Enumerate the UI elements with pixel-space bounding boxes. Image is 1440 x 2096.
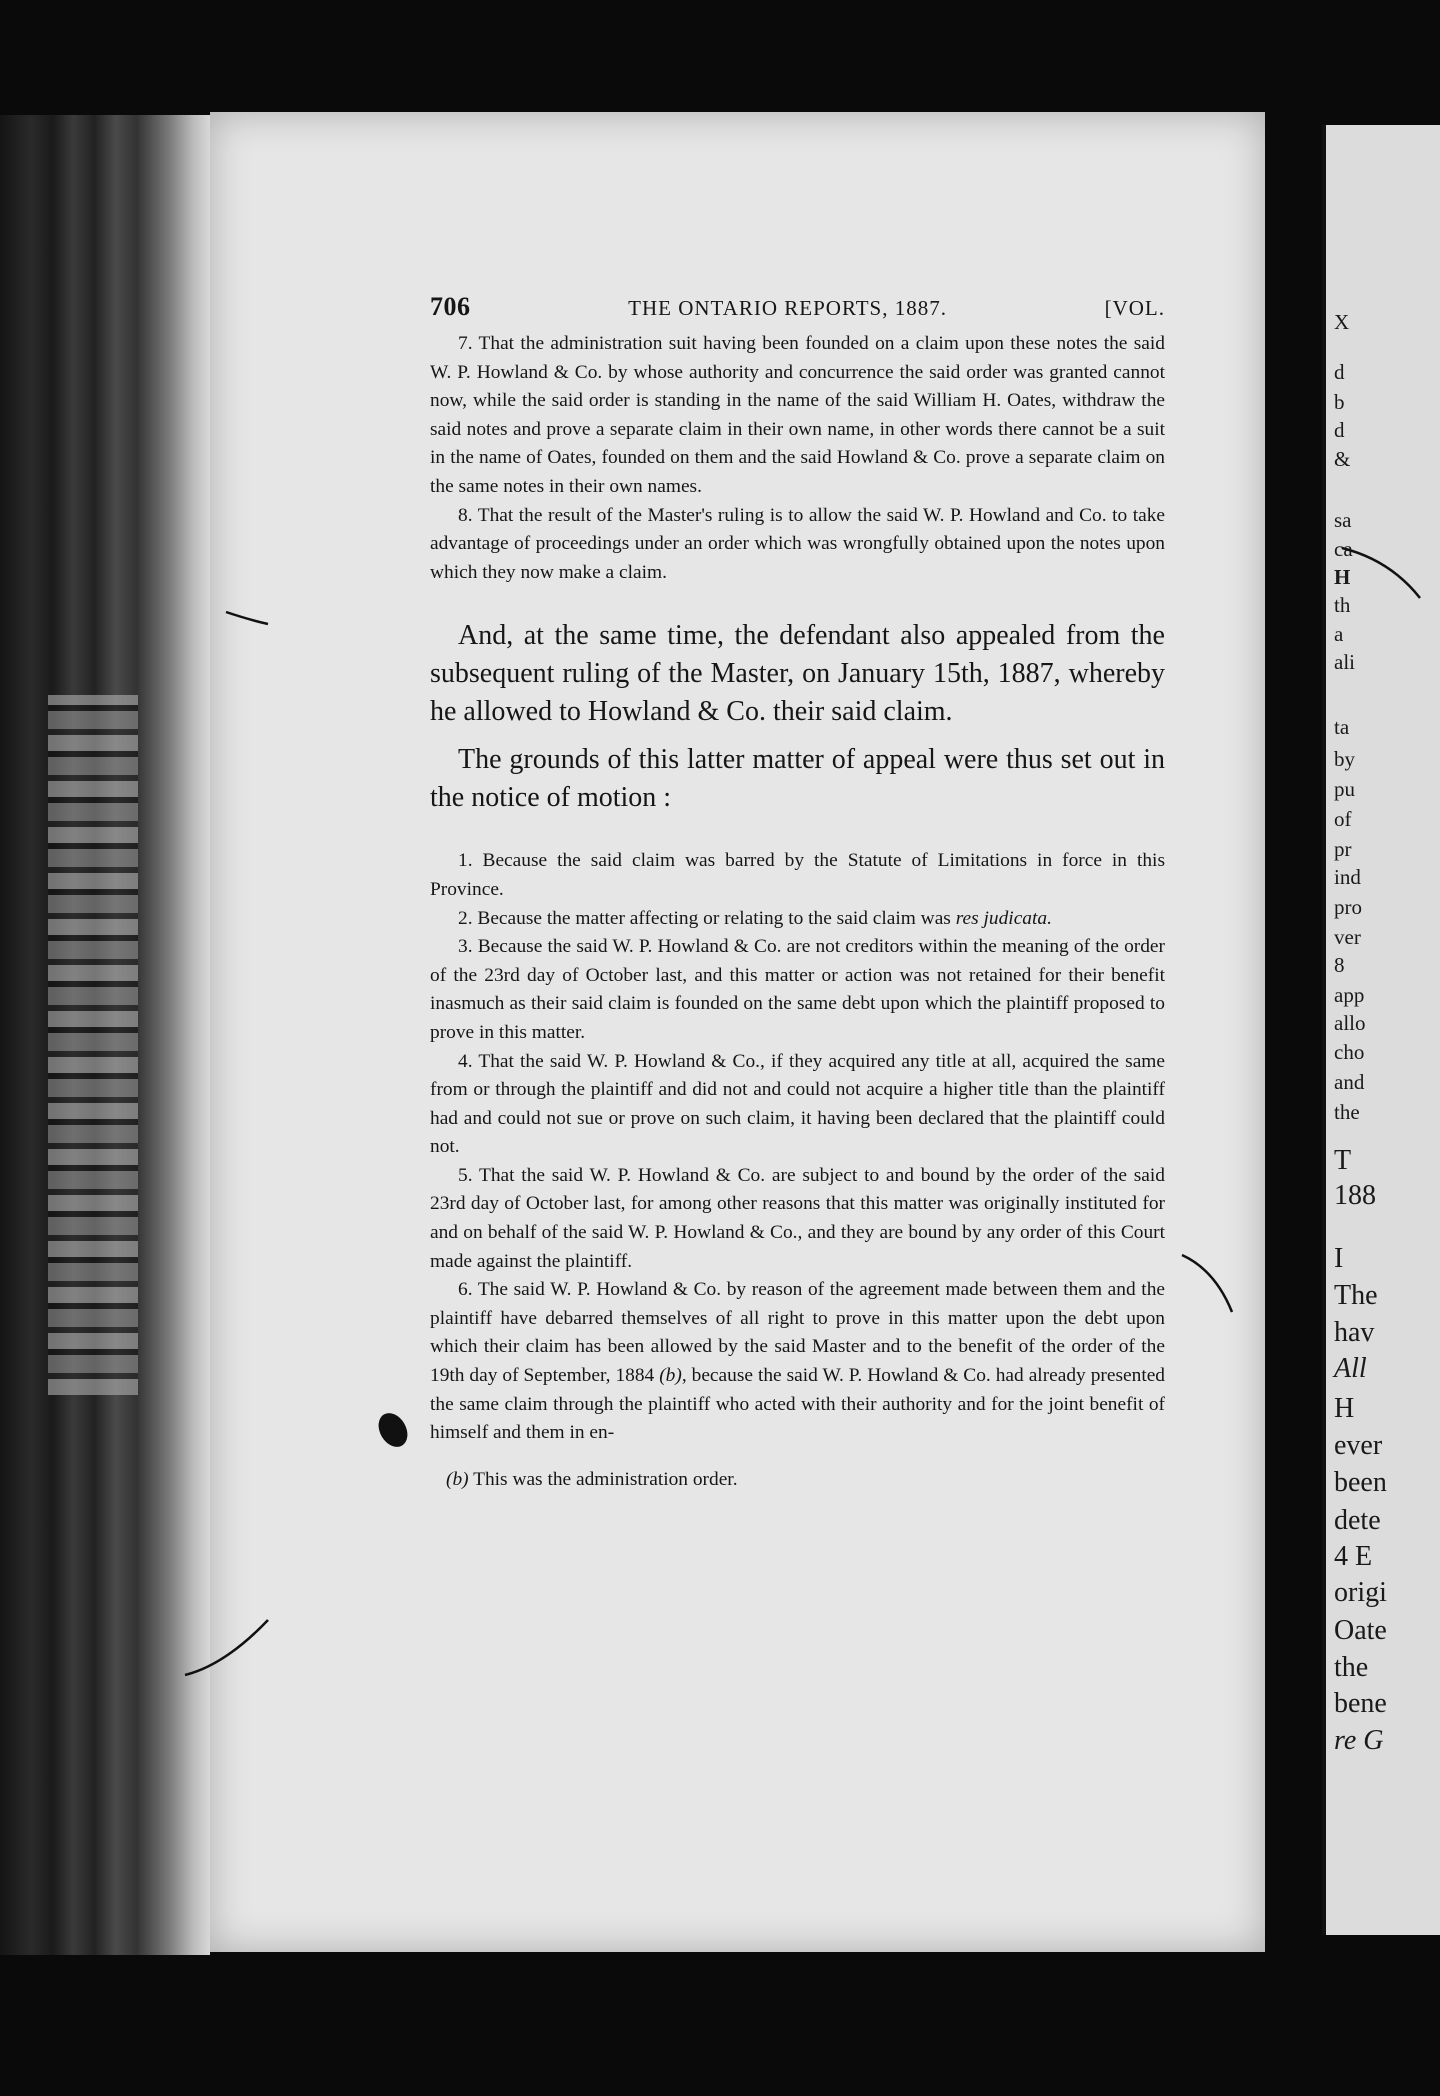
adjacent-fragment: All (1334, 1353, 1367, 1384)
adjacent-fragment: d (1334, 360, 1345, 384)
adjacent-fragment: pro (1334, 895, 1362, 919)
adjacent-fragment: sa (1334, 508, 1352, 532)
running-title: THE ONTARIO REPORTS, 1887. (628, 296, 947, 320)
ground-3: 3. Because the said W. P. Howland & Co. are not creditors within the meaning of the order of the 23rd day of October last, and this matter or action was not retained for their benefit inasmuch as their said claim is founded on the same debt upon which the plaintiff proposed to prove in this matter. (430, 936, 1165, 1043)
adjacent-fragment: the (1334, 1100, 1360, 1124)
ground-8: 8. That the result of the Master's ruling is to allow the said W. P. Howland and Co. to take advantage of proceedings under an order which was wrongfully obtained upon the notes upon which they now make a claim. (430, 504, 1165, 583)
ground-6 (430, 1276, 1165, 1448)
page-number: 706 (430, 292, 471, 321)
adjacent-fragment: ta (1334, 715, 1350, 739)
adjacent-fragment: 4 E (1334, 1541, 1373, 1572)
adjacent-fragment: 188 (1334, 1180, 1376, 1211)
adjacent-fragment: of (1334, 807, 1352, 831)
adjacent-fragment: and (1334, 1070, 1365, 1094)
ground-7: 7. That the administration suit having been founded on a claim upon these notes the said W. P. Howland & Co. by whose authority and concurrence the said order was granted cannot now, while the said order is standing in the name of the said William H. Oates, withdraw the said notes and prove a separate claim in their own name, in other words there cannot be a suit in the name of Oates, founded on them and the said Howland & Co. prove a separate claim on the same notes in their own names. (430, 333, 1165, 497)
adjacent-fragment: re G (1334, 1725, 1384, 1756)
adjacent-fragment: by (1334, 747, 1355, 771)
ground-2-text: 2. Because the matter affecting or relating to the said claim was (458, 907, 956, 929)
footnote-reference: (b) (659, 1365, 682, 1387)
adjacent-page-edge (1322, 125, 1440, 1935)
spine-lettering (48, 695, 138, 1395)
adjacent-fragment: th (1334, 593, 1351, 617)
adjacent-fragment: ind (1334, 865, 1361, 889)
adjacent-fragment: pu (1334, 777, 1355, 801)
adjacent-fragment: app (1334, 983, 1365, 1007)
adjacent-fragment: ver (1334, 925, 1361, 949)
adjacent-fragment: Oate (1334, 1615, 1387, 1646)
ground-2 (430, 905, 1165, 934)
adjacent-fragment: ever (1334, 1430, 1383, 1461)
footnote-mark: (b) (446, 1468, 469, 1490)
adjacent-fragment: hav (1334, 1317, 1375, 1348)
adjacent-fragment: dete (1334, 1505, 1381, 1536)
footnote-text: This was the administration order. (468, 1468, 738, 1490)
ground-4: 4. That the said W. P. Howland & Co., if they acquired any title at all, acquired the same from or through the plaintiff and did not and could not acquire a higher title than the plaintiff had and could not sue or prove on such claim, it having been declared that the plaintiff could not. (430, 1050, 1165, 1158)
adjacent-fragment: T (1334, 1145, 1352, 1176)
adjacent-fragment: bene (1334, 1688, 1387, 1719)
adjacent-fragment: been (1334, 1467, 1387, 1498)
footnote (430, 1466, 1165, 1494)
adjacent-fragment: ali (1334, 650, 1355, 674)
book-binding (0, 115, 210, 1955)
adjacent-fragment: H (1334, 1393, 1355, 1424)
adjacent-fragment: H (1334, 565, 1351, 589)
adjacent-fragment: d (1334, 418, 1345, 442)
ground-6-text: 6. The said W. P. Howland & Co. by reason of the agreement made between them and the plaintiff have debarred themselves of all right to prove in this matter upon the debt upon which their claim has been allowed by the said Master and to the benefit of the order of the 19th day of September, 1884 (430, 1279, 1165, 1387)
adjacent-fragment: origi (1334, 1577, 1387, 1608)
volume-label: [VOL. (1104, 296, 1165, 320)
adjacent-fragment: the (1334, 1652, 1369, 1683)
adjacent-fragment: & (1334, 447, 1351, 471)
adjacent-fragment: allo (1334, 1011, 1366, 1035)
appeal-paragraph: And, at the same time, the defendant also appealed from the subsequent ruling of the Master, on January 15th, 1887, whereby he allowed to Howland & Co. their said claim. (430, 620, 1165, 728)
running-header (430, 292, 1165, 322)
adjacent-fragment: a (1334, 622, 1344, 646)
adjacent-fragment: I (1334, 1243, 1344, 1274)
adjacent-fragment: 8 (1334, 953, 1345, 977)
grounds-intro: The grounds of this latter matter of appeal were thus set out in the notice of motion : (430, 744, 1165, 814)
ground-5: 5. That the said W. P. Howland & Co. are subject to and bound by the order of the said 23rd day of October last, for among other reasons that this matter was originally instituted for and on behalf of the said W. P. Howland & Co., and they are bound by any order of this Court made against the plaintiff. (430, 1164, 1165, 1272)
ground-1: 1. Because the said claim was barred by the Statute of Limitations in force in this Province. (430, 850, 1165, 900)
ground-6-text-cont: , because the said W. P. Howland & Co. had already presented the same claim through the plaintiff who acted with their authority and for the joint benefit of himself and them in en- (430, 1365, 1166, 1444)
adjacent-fragment: cho (1334, 1040, 1365, 1064)
adjacent-fragment: The (1334, 1280, 1378, 1311)
adjacent-fragment: ca (1334, 537, 1353, 561)
adjacent-fragment: pr (1334, 837, 1352, 861)
page-text (430, 292, 1165, 1494)
adjacent-fragment: X (1334, 310, 1350, 334)
ground-2-italic: res judicata. (955, 907, 1052, 929)
adjacent-fragment: b (1334, 390, 1345, 414)
